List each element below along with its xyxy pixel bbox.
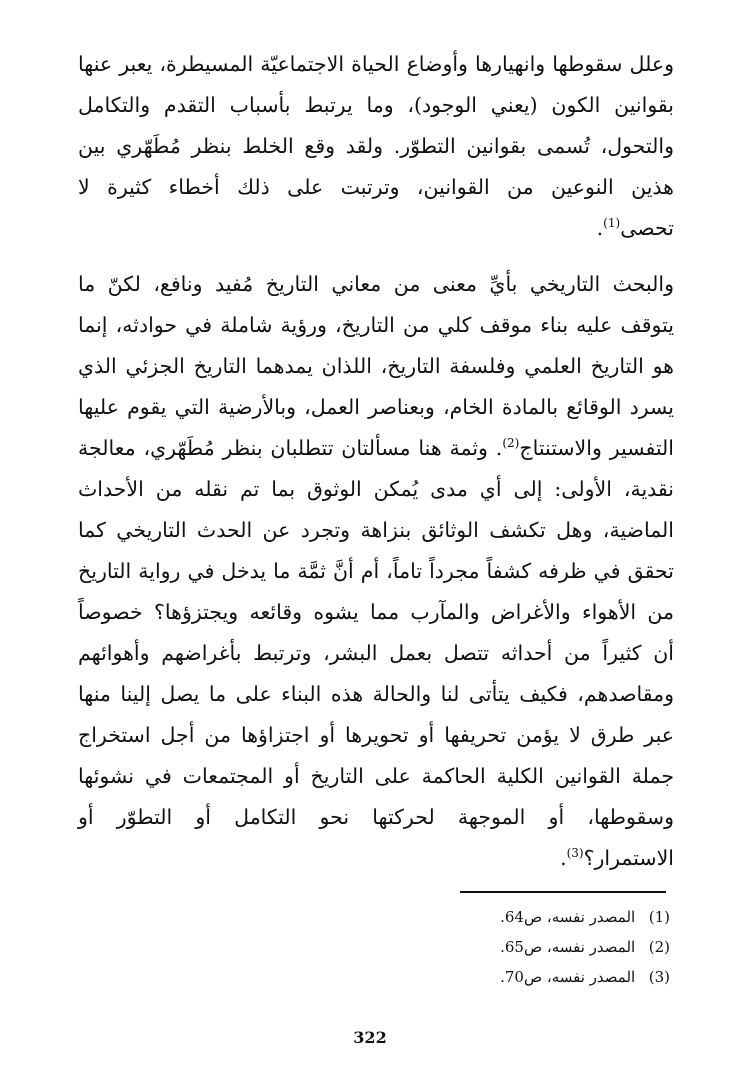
text-line: ومقاصدهم، فكيف يتأتى لنا والحالة هذه البناء على ما يصل إلينا منها [78, 682, 674, 706]
text-line: وسقوطها، أو الموجهة لحركتها نحو التكامل أو التطوّر أو [78, 805, 674, 829]
text-line: يتوقف عليه بناء موقف كلي من التاريخ، ورؤية شاملة في حوادثه، إنما [78, 313, 674, 337]
text-line-last [78, 208, 674, 249]
paragraph-1 [78, 44, 674, 249]
text-line: نقدية، الأولى: إلى أي مدى يُمكن الوثوق بما تم نقله من الأحداث [78, 477, 674, 501]
line-text-after: . وثمة هنا مسألتان تتطلبان بنظر مُطَهّري، معالجة [78, 436, 503, 460]
footnote-item [420, 932, 670, 962]
footnote-text: المصدر نفسه، ص64. [500, 908, 636, 926]
footnote-item [420, 962, 670, 992]
page-number: 322 [353, 1028, 387, 1047]
text-line: والبحث التاريخي بأيِّ معنى من معاني التاريخ مُفيد ونافع، لكنّ ما [78, 272, 674, 296]
line-text-before: التفسير والاستنتاج [519, 436, 674, 460]
line-text: تحصى [620, 216, 674, 240]
text-line: الماضية، وهل تكشف الوثائق بنزاهة وتجرد عن الحدث التاريخي كما [78, 518, 674, 542]
text-line: من الأهواء والأغراض والمآرب مما يشوه وقائعه ويجتزؤها؟ خصوصاً [78, 600, 674, 624]
text-line-last [78, 838, 674, 879]
text-line: عبر طرق لا يؤمن تحريفها أو تحويرها أو اجتزاؤها من أجل استخراج [78, 723, 674, 747]
text-line: وعلل سقوطها وانهيارها وأوضاع الحياة الاجتماعيّة المسيطرة، يعبر عنها [78, 52, 674, 76]
footnote-separator [460, 891, 666, 893]
line-tail: . [596, 216, 604, 240]
footnote-text: المصدر نفسه، ص65. [500, 938, 636, 956]
footnote-item [420, 902, 670, 932]
footnotes [420, 902, 670, 992]
text-line: تحقق في ظرفه كشفاً مجرداً تاماً، أم أنَّ ثمَّة ما يدخل في رواية التاريخ [78, 559, 674, 583]
text-line: يسرد الوقائع بالمادة الخام، وبعناصر العمل، وبالأرضية التي يقوم عليها [78, 395, 674, 419]
line-text: الاستمرار؟ [583, 846, 674, 870]
text-line: جملة القوانين الكلية الحاكمة على التاريخ أو المجتمعات في نشوئها [78, 764, 674, 788]
text-line: أن كثيراً من أحداثه تتصل بعمل البشر، وترتبط بأغراضهم وأهوائهم [78, 641, 674, 665]
text-line: والتحول، تُسمى بقوانين التطوّر. ولقد وقع الخلط بنظر مُطَهّري بين [78, 134, 674, 158]
line-tail: . [560, 846, 567, 870]
footnote-ref-2: (2) [502, 436, 520, 451]
text-line: بقوانين الكون (يعني الوجود)، وما يرتبط بأسباب التقدم والتكامل [78, 93, 674, 117]
footnote-text: المصدر نفسه، ص70. [500, 968, 636, 986]
paragraph-2 [78, 264, 674, 879]
text-line: هو التاريخ العلمي وفلسفة التاريخ، اللذان يمدهما التاريخ الجزئي الذي [78, 354, 674, 378]
text-line: هذين النوعين من القوانين، وترتبت على ذلك أخطاء كثيرة لا [78, 175, 674, 199]
footnote-number: (1) [648, 908, 670, 926]
footnote-ref-1: (1) [603, 216, 621, 231]
text-line-with-ref [78, 428, 674, 469]
footnote-number: (3) [648, 968, 670, 986]
footnote-ref-3: (3) [566, 846, 584, 861]
footnote-number: (2) [648, 938, 670, 956]
